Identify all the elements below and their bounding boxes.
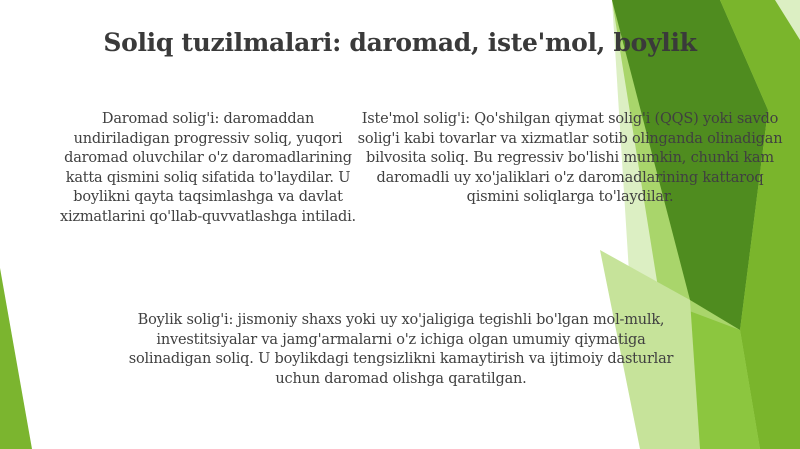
income-tax-paragraph: Daromad solig'i: daromaddan undiriladigan progressiv soliq, yuqori daromad oluvchilar o'z daromadlarining katta qismini soliq sifatida to'laydilar. U boylikni qayta taqsimlashga va davlat xizmatlarini qo'llab-quvvatlashga intiladi. bbox=[60, 111, 356, 225]
left-green-sliver bbox=[0, 268, 32, 449]
consumption-tax-paragraph: Iste'mol solig'i: Qo'shilgan qiymat solig'i (QQS) yoki savdo solig'i kabi tovarlar va xizmatlar sotib olinganda olinadigan bilvosita soliq. Bu regressiv bo'lishi mumkin, chunki kam daromadli uy xo'jaliklari o'z daromadlarining kattaroq qismini soliqlarga to'laydilar. bbox=[357, 111, 783, 205]
wealth-tax-paragraph: Boylik solig'i: jismoniy shaxs yoki uy xo'jaligiga tegishli bo'lgan mol-mulk, investitsiyalar va jamg'armalarni o'z ichiga olgan umumiy qiymatiga solinadigan soliq. U boylikdagi tengsizlikni kamaytirish va ijtimoiy dasturlar uchun daromad olishga qaratilgan. bbox=[128, 312, 674, 387]
slide-title: Soliq tuzilmalari: daromad, iste'mol, boylik bbox=[103, 28, 697, 57]
